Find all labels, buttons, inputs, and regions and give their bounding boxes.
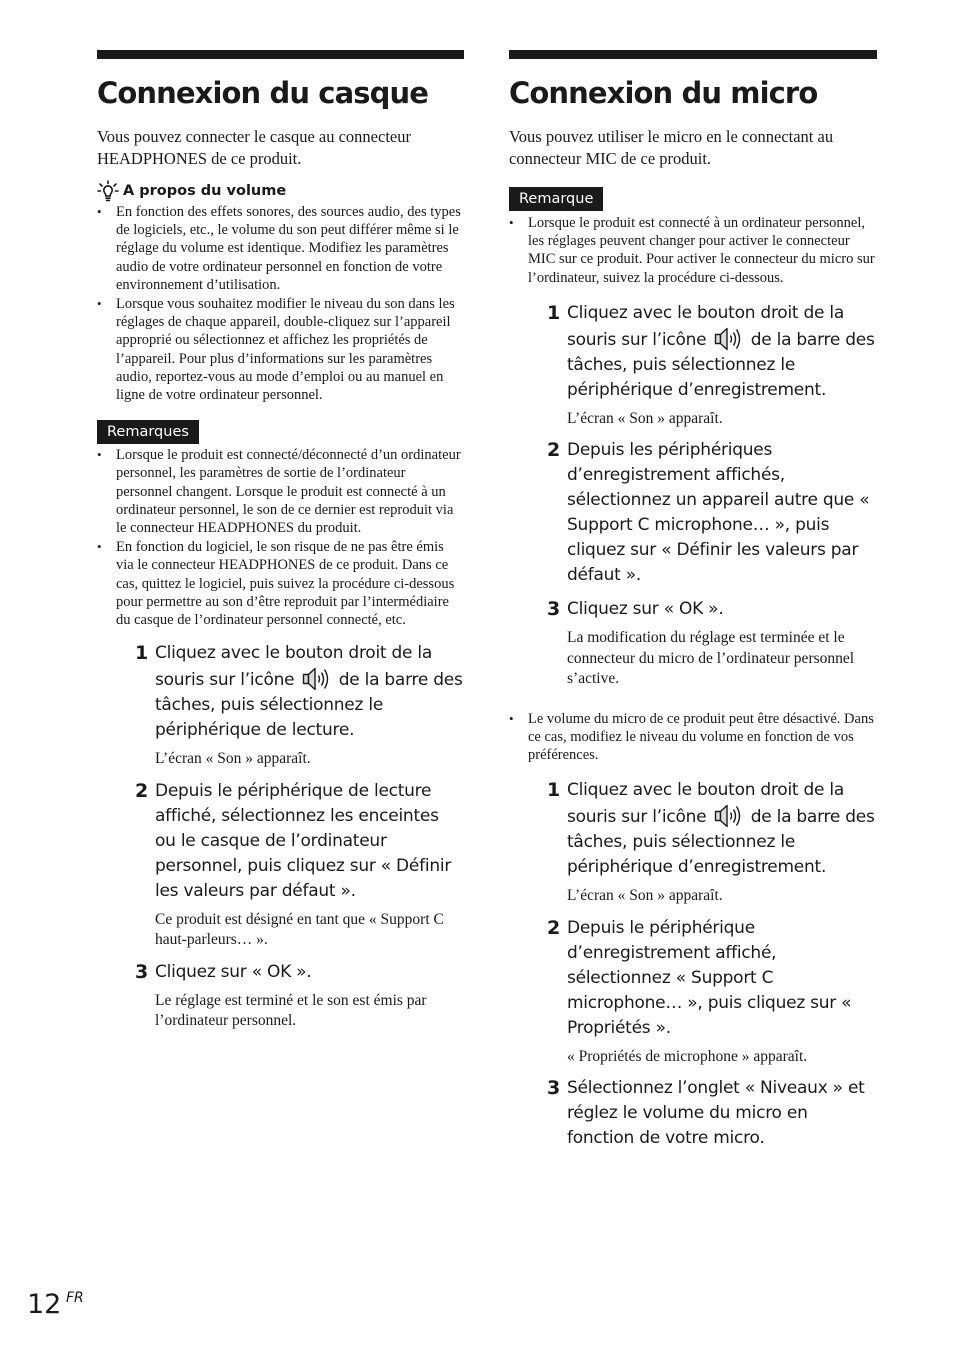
section-title: Connexion du casque [97,76,428,110]
step-2 [97,779,464,951]
step-result: L’écran « Son » apparaît. [155,750,311,768]
section-microphone [509,50,877,1151]
step-text: Depuis le périphérique de lecture affiché, sélectionnez les enceintes ou le casque de l’ordinateur personnel, puis cliquez sur « Définir les valeurs par défaut ». [155,780,452,901]
step-text [567,778,877,880]
step-number: 2 [547,439,561,462]
list-item: • Lorsque le produit est connecté à un ordinateur personnel, les réglages peuvent changer pour activer le connecteur MIC sur ce produit. Pour activer le connecteur du micro sur l’ordinateur, suivez la procédure ci-dessous. [509,214,877,287]
section-title: Connexion du micro [509,76,818,110]
step-text: Cliquez sur « OK ». [567,599,724,620]
tip-title: A propos du volume [123,183,287,199]
step-number: 3 [547,1077,561,1100]
step-text-part: Cliquez avec le bouton droit de la souris sur l’icône [567,302,845,350]
step-2 [509,438,877,588]
speaker-volume-icon [714,326,744,352]
speaker-volume-icon [302,666,332,692]
intro-paragraph: Vous pouvez utiliser le micro en le connectant au connecteur MIC de ce produit. [509,127,834,168]
note-list [509,214,877,287]
page-number: 12 [27,1289,62,1320]
list-item: • Lorsque vous souhaitez modifier le niveau du son dans les réglages de chaque appareil, double-cliquez sur l’appareil approprié ou sélectionnez et affichez les propriétés de l’appareil. Pour plus d’informations sur les paramètres audio, reportez-vous au mode d’emploi ou au manuel en ligne de votre ordinateur personnel. [97,295,464,404]
page-language: FR [66,1290,84,1306]
step-number: 3 [135,960,149,983]
step-text: Depuis le périphérique d’enregistrement affiché, sélectionnez « Support C microphone… », puis cliquez sur « Propriétés ». [567,917,852,1038]
step-text-part: de la barre des tâches, puis sélectionnez le périphérique d’enregistrement. [567,807,875,878]
step-result: Le réglage est terminé et le son est émis par l’ordinateur personnel. [155,991,427,1030]
note2-list [509,710,877,765]
step-text: Depuis les périphériques d’enregistrement affichés, sélectionnez un appareil autre que « Support C microphone… », puis cliquez sur « Définir les valeurs par défaut ». [567,440,870,586]
step-1 [509,778,877,907]
tip-heading [97,180,464,202]
step-text-part: de la barre des tâches, puis sélectionnez le périphérique de lecture. [155,670,463,741]
notes-list [97,446,464,629]
step-3 [509,597,877,690]
step-number: 1 [135,642,149,665]
step-result: L’écran « Son » apparaît. [567,887,723,905]
step-text [567,301,877,403]
step-text [155,641,464,743]
step-text-part: Cliquez avec le bouton droit de la souris sur l’icône [155,643,433,691]
step-text: Sélectionnez l’onglet « Niveaux » et réglez le volume du micro en fonction de votre micro. [567,1078,865,1149]
step-number: 2 [547,916,561,939]
section-headphones [97,50,464,1032]
step-3 [509,1076,877,1151]
speaker-volume-icon [714,803,744,829]
steps-list-b [509,778,877,1151]
step-number: 1 [547,301,561,324]
section-rule [97,50,464,59]
step-number: 1 [547,779,561,802]
notes-label: Remarques [97,420,199,444]
notes-label-wrap [97,420,464,444]
step-result: Ce produit est désigné en tant que « Support C haut-parleurs… ». [155,910,444,949]
step-result: L’écran « Son » apparaît. [567,409,723,427]
list-item: • En fonction des effets sonores, des sources audio, des types de logiciels, etc., le volume du son peut différer même si le réglage du volume est identique. Modifiez les paramètres audio de votre ordinateur personnel en fonction de votre environnement d’utilisation. [97,203,464,294]
step-text-part: de la barre des tâches, puis sélectionnez le périphérique d’enregistrement. [567,329,875,400]
list-item: • En fonction du logiciel, le son risque de ne pas être émis via le connecteur HEADPHONES de ce produit. Dans ce cas, quittez le logiciel, puis suivez la procédure ci-dessous pour permettre au son d’être reproduit par l’intermédiaire du casque de l’ordinateur personnel connecté, etc. [97,538,464,629]
list-item: • Le volume du micro de ce produit peut être désactivé. Dans ce cas, modifiez le niveau du volume en fonction de vos préférences. [509,710,877,765]
step-2 [509,916,877,1068]
steps-list-a [509,301,877,690]
step-result: « Propriétés de microphone » apparaît. [567,1047,808,1065]
step-text: Cliquez sur « OK ». [155,961,312,982]
intro-paragraph: Vous pouvez connecter le casque au connecteur HEADPHONES de ce produit. [97,127,411,168]
step-1 [97,641,464,770]
steps-list [97,641,464,1032]
note-label-wrap [509,187,877,211]
list-item: • Lorsque le produit est connecté/déconnecté d’un ordinateur personnel, les paramètres de sortie de l’ordinateur personnel changent. Lorsque le produit est connecté à un ordinateur personnel, le son de ce dernier est reproduit via le connecteur HEADPHONES du produit. [97,446,464,537]
step-result: La modification du réglage est terminée et le connecteur du micro de l’ordinateur personnel s’active. [567,629,855,688]
step-1 [509,301,877,430]
note-label: Remarque [509,187,603,211]
step-number: 3 [547,598,561,621]
step-number: 2 [135,779,149,802]
tip-list [97,203,464,404]
step-text-part: Cliquez avec le bouton droit de la souris sur l’icône [567,780,845,828]
lightbulb-icon [97,180,119,202]
step-3 [97,960,464,1032]
section-rule [509,50,877,59]
